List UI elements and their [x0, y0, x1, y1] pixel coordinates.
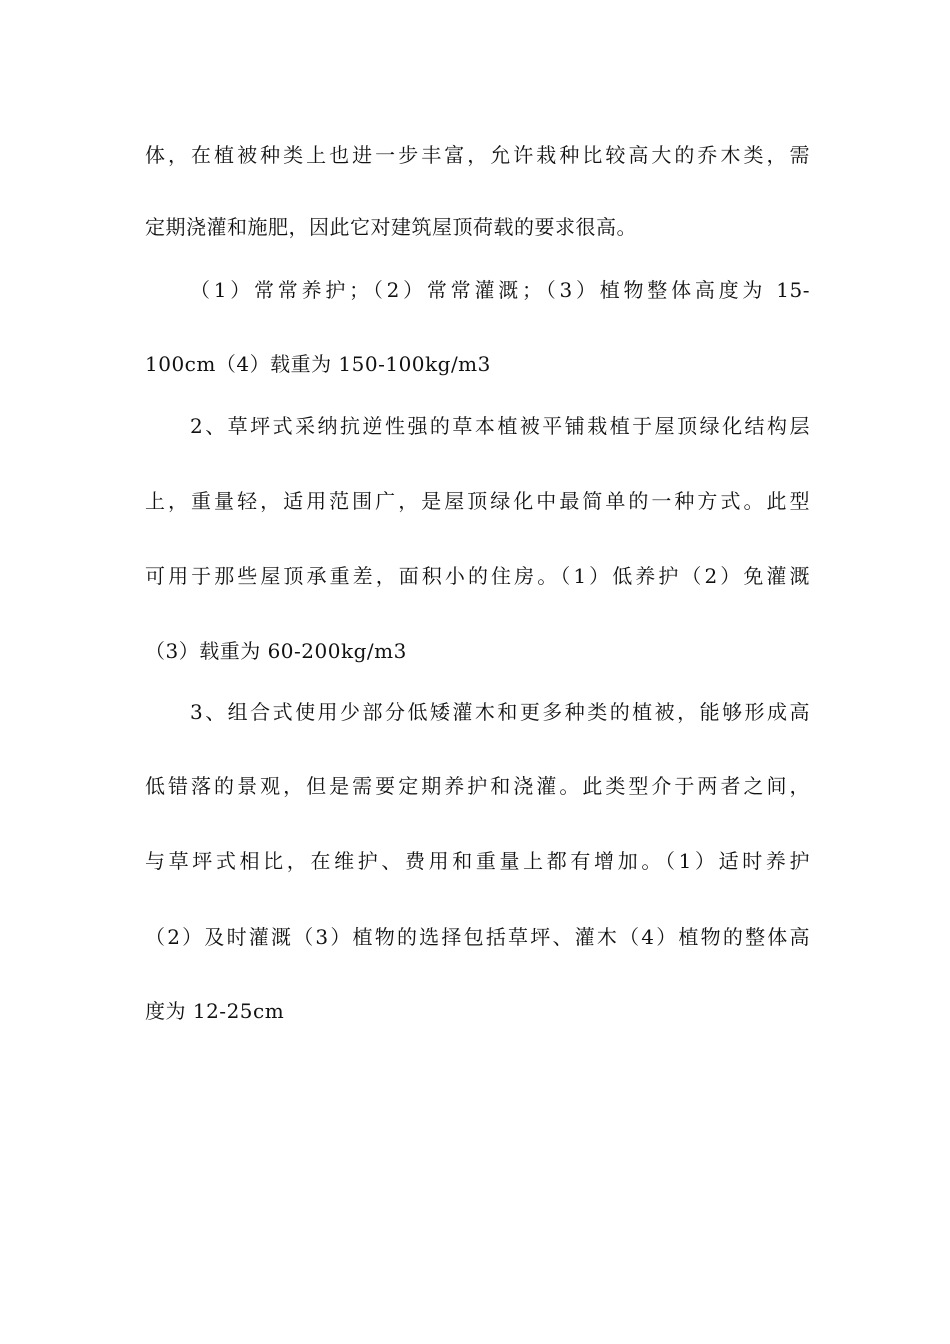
text-line-12: （2）及时灌溉（3）植物的选择包括草坪、灌木（4）植物的整体高: [145, 925, 810, 949]
text-line-11: 与草坪式相比，在维护、费用和重量上都有增加。（1）适时养护: [145, 849, 810, 873]
text-line-10: 低错落的景观，但是需要定期养护和浇灌。此类型介于两者之间，: [145, 774, 810, 798]
text-line-4: 100cm（4）载重为 150-100kg/m3: [145, 352, 491, 376]
text-line-3: （1）常常养护；（2）常常灌溉；（3）植物整体高度为 15-: [190, 278, 810, 302]
text-line-6: 上，重量轻，适用范围广，是屋顶绿化中最简单的一种方式。此型: [145, 489, 810, 513]
text-line-1: 体，在植被种类上也进一步丰富，允许栽种比较高大的乔木类，需: [145, 143, 810, 167]
text-line-13: 度为 12-25cm: [145, 999, 285, 1023]
text-line-9: 3、组合式使用少部分低矮灌木和更多种类的植被，能够形成高: [190, 700, 810, 724]
text-line-7: 可用于那些屋顶承重差，面积小的住房。（1）低养护（2）免灌溉: [145, 564, 810, 588]
text-line-2: 定期浇灌和施肥，因此它对建筑屋顶荷载的要求很高。: [145, 215, 637, 239]
text-line-5: 2、草坪式采纳抗逆性强的草本植被平铺栽植于屋顶绿化结构层: [190, 414, 810, 438]
text-line-8: （3）载重为 60-200kg/m3: [145, 639, 407, 663]
